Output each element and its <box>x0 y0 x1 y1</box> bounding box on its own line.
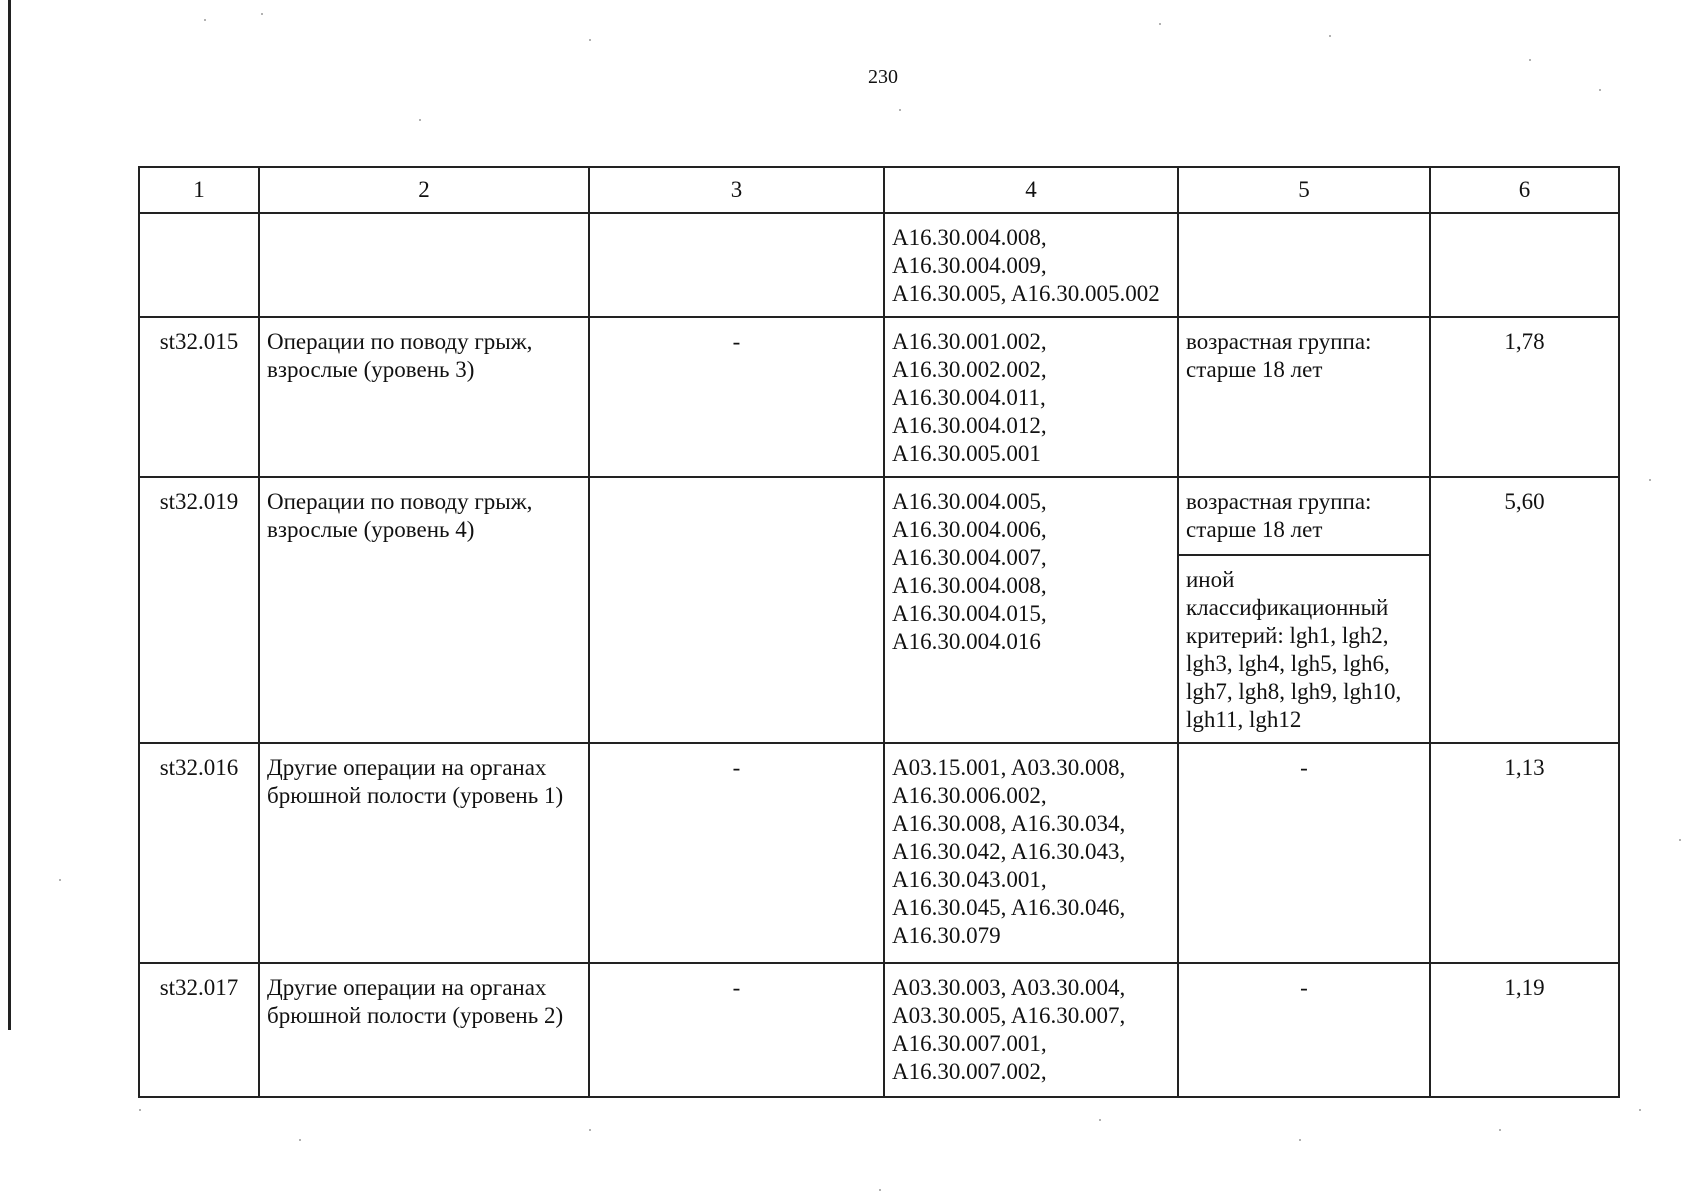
name-cell: Другие операции на органах брюшной полости (уровень 1) <box>259 743 589 963</box>
criteria-cell: возрастная группа: старше 18 лет <box>1178 477 1430 555</box>
coefficient-cell <box>1430 213 1619 317</box>
service-codes-cell <box>884 317 1178 477</box>
header-cell-4: 4 <box>884 167 1178 213</box>
service-code-line: A16.30.004.006, <box>892 517 1047 542</box>
name-cell <box>259 213 589 317</box>
code-cell: st32.016 <box>139 743 259 963</box>
cell-3 <box>589 213 884 317</box>
service-codes-cell <box>884 213 1178 317</box>
scan-left-edge <box>8 0 11 1030</box>
table-row <box>139 743 1619 963</box>
header-cell-3: 3 <box>589 167 884 213</box>
table-body <box>139 167 1619 1097</box>
service-code-line: A03.15.001, A03.30.008, <box>892 755 1126 780</box>
service-code-line: A16.30.004.015, <box>892 601 1047 626</box>
service-codes-cell <box>884 477 1178 743</box>
service-code-line: A16.30.004.011, <box>892 385 1046 410</box>
code-cell: st32.019 <box>139 477 259 743</box>
service-code-line: A16.30.042, A16.30.043, <box>892 839 1126 864</box>
service-code-line: A16.30.008, A16.30.034, <box>892 811 1126 836</box>
service-code-line: A16.30.001.002, <box>892 329 1047 354</box>
service-code-line: A16.30.004.012, <box>892 413 1047 438</box>
table-row <box>139 213 1619 317</box>
service-code-line: A03.30.005, A16.30.007, <box>892 1003 1126 1028</box>
table-row <box>139 963 1619 1097</box>
criteria-cell: возрастная группа: старше 18 лет <box>1178 317 1430 477</box>
table-row <box>139 317 1619 477</box>
coefficient-cell: 1,19 <box>1430 963 1619 1097</box>
cell-3: - <box>589 743 884 963</box>
header-cell-5: 5 <box>1178 167 1430 213</box>
table-row <box>139 477 1619 555</box>
name-cell: Операции по поводу грыж, взрослые (уровень 3) <box>259 317 589 477</box>
header-row <box>139 167 1619 213</box>
service-code-line: A16.30.004.005, <box>892 489 1047 514</box>
name-cell: Другие операции на органах брюшной полости (уровень 2) <box>259 963 589 1097</box>
header-cell-2: 2 <box>259 167 589 213</box>
service-code-line: A16.30.045, A16.30.046, <box>892 895 1126 920</box>
service-code-line: A03.30.003, A03.30.004, <box>892 975 1126 1000</box>
coefficient-cell: 1,78 <box>1430 317 1619 477</box>
criteria-cell: - <box>1178 963 1430 1097</box>
service-code-line: A16.30.007.002, <box>892 1059 1047 1084</box>
cell-3 <box>589 477 884 743</box>
service-codes-cell <box>884 963 1178 1097</box>
criteria-cell <box>1178 213 1430 317</box>
service-code-line: A16.30.004.009, <box>892 253 1047 278</box>
name-cell: Операции по поводу грыж, взрослые (уровень 4) <box>259 477 589 743</box>
tariff-table <box>138 166 1620 1098</box>
service-code-line: A16.30.004.008, <box>892 573 1047 598</box>
service-code-line: A16.30.004.008, <box>892 225 1047 250</box>
service-code-line: A16.30.006.002, <box>892 783 1047 808</box>
service-codes-cell <box>884 743 1178 963</box>
service-code-line: A16.30.005.001 <box>892 441 1041 466</box>
criteria-cell: иной классификационный критерий: lgh1, lgh2, lgh3, lgh4, lgh5, lgh6, lgh7, lgh8, lgh9, lgh10, lgh11, lgh12 <box>1178 555 1430 743</box>
service-code-line: A16.30.007.001, <box>892 1031 1047 1056</box>
service-code-line: A16.30.004.007, <box>892 545 1047 570</box>
code-cell <box>139 213 259 317</box>
service-code-line: A16.30.004.016 <box>892 629 1041 654</box>
service-code-line: A16.30.043.001, <box>892 867 1047 892</box>
cell-3: - <box>589 963 884 1097</box>
header-cell-6: 6 <box>1430 167 1619 213</box>
cell-3: - <box>589 317 884 477</box>
service-code-line: A16.30.079 <box>892 923 1001 948</box>
code-cell: st32.015 <box>139 317 259 477</box>
page-number: 230 <box>868 66 898 88</box>
criteria-cell: - <box>1178 743 1430 963</box>
service-code-line: A16.30.005, A16.30.005.002 <box>892 281 1160 306</box>
code-cell: st32.017 <box>139 963 259 1097</box>
header-cell-1: 1 <box>139 167 259 213</box>
coefficient-cell: 1,13 <box>1430 743 1619 963</box>
coefficient-cell: 5,60 <box>1430 477 1619 743</box>
service-code-line: A16.30.002.002, <box>892 357 1047 382</box>
